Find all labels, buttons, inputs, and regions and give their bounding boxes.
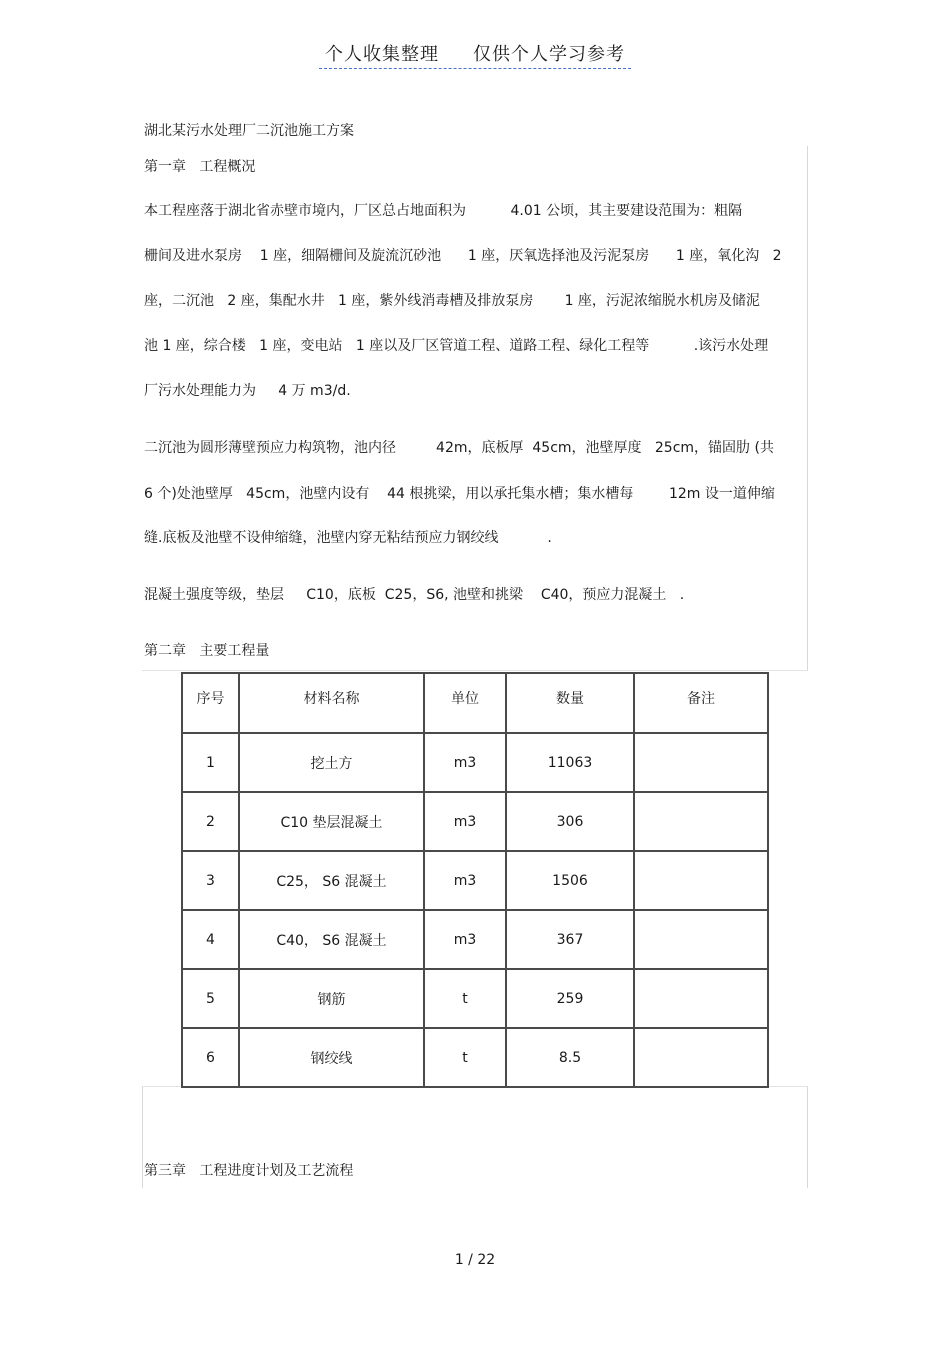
table-cell: 2 bbox=[182, 792, 239, 851]
chapter-1-heading: 第一章 工程概况 bbox=[144, 159, 256, 175]
paragraph-line: 本工程座落于湖北省赤壁市境内，厂区总占地面积为 4.01 公顷，其主要建设范围为：粗隔 bbox=[144, 203, 743, 219]
chapter-2-heading: 第二章 主要工程量 bbox=[144, 643, 270, 659]
table-header-cell: 材料名称 bbox=[239, 673, 424, 733]
table-cell: 306 bbox=[506, 792, 634, 851]
table-cell bbox=[634, 851, 768, 910]
table-cell: 6 bbox=[182, 1028, 239, 1087]
table-cell bbox=[634, 910, 768, 969]
document-title: 湖北某污水处理厂二沉池施工方案 bbox=[144, 123, 354, 139]
paragraph-line: 座，二沉池 2 座，集配水井 1 座，紫外线消毒槽及排放泵房 1 座，污泥浓缩脱水机房及储泥 bbox=[144, 293, 760, 309]
table-cell: C10 垫层混凝土 bbox=[239, 792, 424, 851]
table-cell: C25， S6 混凝土 bbox=[239, 851, 424, 910]
table-header-cell: 单位 bbox=[424, 673, 506, 733]
frame-right-lower bbox=[807, 1086, 808, 1188]
table-cell: 钢筋 bbox=[239, 969, 424, 1028]
header-left-text: 个人收集整理 bbox=[325, 44, 439, 65]
table-row bbox=[182, 910, 768, 969]
table-cell: 4 bbox=[182, 910, 239, 969]
table-header-cell: 数量 bbox=[506, 673, 634, 733]
frame-bottom-upper bbox=[142, 670, 808, 671]
table-cell: C40， S6 混凝土 bbox=[239, 910, 424, 969]
table-row bbox=[182, 969, 768, 1028]
table-cell: 1 bbox=[182, 733, 239, 792]
header-right-text: 仅供个人学习参考 bbox=[473, 44, 625, 65]
table-cell: 8.5 bbox=[506, 1028, 634, 1087]
frame-right-upper bbox=[807, 146, 808, 670]
table-cell bbox=[634, 969, 768, 1028]
table-cell: 挖土方 bbox=[239, 733, 424, 792]
table-cell: 367 bbox=[506, 910, 634, 969]
table-row bbox=[182, 733, 768, 792]
table-header-cell: 序号 bbox=[182, 673, 239, 733]
table-row bbox=[182, 1028, 768, 1087]
table-cell: 1506 bbox=[506, 851, 634, 910]
table-cell: m3 bbox=[424, 851, 506, 910]
frame-left-lower bbox=[142, 1086, 143, 1188]
table-cell: t bbox=[424, 969, 506, 1028]
paragraph-line: 栅间及进水泵房 1 座，细隔栅间及旋流沉砂池 1 座，厌氧选择池及污泥泵房 1 座，氧化沟 2 bbox=[144, 248, 782, 264]
table-header-cell: 备注 bbox=[634, 673, 768, 733]
chapter-3-heading: 第三章 工程进度计划及工艺流程 bbox=[144, 1163, 354, 1179]
paragraph-line: 6 个)处池壁厚 45cm，池壁内设有 44 根挑梁，用以承托集水槽；集水槽每 12m 设一道伸缩 bbox=[144, 486, 775, 502]
table-cell: m3 bbox=[424, 792, 506, 851]
paragraph-line: 二沉池为圆形薄壁预应力构筑物，池内径 42m，底板厚 45cm，池壁厚度 25cm，锚固肋 (共 bbox=[144, 440, 774, 456]
table-cell: 259 bbox=[506, 969, 634, 1028]
paragraph-concrete-grade: 混凝土强度等级，垫层 C10，底板 C25，S6, 池壁和挑梁 C40，预应力混凝土 . bbox=[144, 587, 685, 603]
table-row bbox=[182, 851, 768, 910]
paragraph-line: 厂污水处理能力为 4 万 m3/d. bbox=[144, 383, 351, 399]
table-cell: 5 bbox=[182, 969, 239, 1028]
table-header-row bbox=[182, 673, 768, 733]
table-cell: t bbox=[424, 1028, 506, 1087]
table-row bbox=[182, 792, 768, 851]
quantities-table bbox=[181, 672, 769, 1088]
table-cell bbox=[634, 792, 768, 851]
table-cell: 钢绞线 bbox=[239, 1028, 424, 1087]
paragraph-line: 池 1 座，综合楼 1 座，变电站 1 座以及厂区管道工程、道路工程、绿化工程等 .该污水处理 bbox=[144, 338, 769, 354]
paragraph-line: 缝.底板及池壁不设伸缩缝，池壁内穿无粘结预应力钢绞线 . bbox=[144, 530, 552, 546]
table-cell: 11063 bbox=[506, 733, 634, 792]
header-watermark bbox=[319, 40, 631, 69]
table-cell bbox=[634, 1028, 768, 1087]
table-cell bbox=[634, 733, 768, 792]
page-header bbox=[0, 40, 950, 69]
table-cell: m3 bbox=[424, 733, 506, 792]
table-cell: m3 bbox=[424, 910, 506, 969]
page-number: 1 / 22 bbox=[454, 1252, 496, 1268]
table-cell: 3 bbox=[182, 851, 239, 910]
